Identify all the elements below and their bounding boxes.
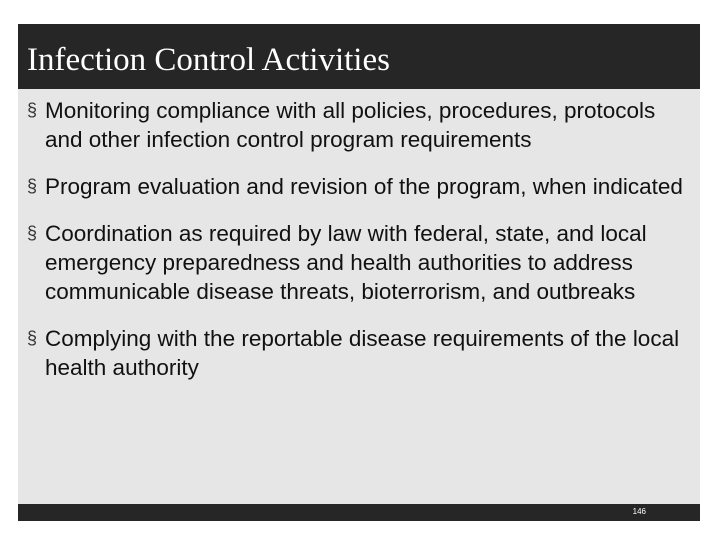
bullet-text: Monitoring compliance with all policies, procedures, protocols and other infection control program requirements	[45, 98, 656, 152]
bullet-item	[18, 96, 700, 154]
bullet-text: Program evaluation and revision of the program, when indicated	[45, 174, 683, 199]
slide	[18, 24, 700, 521]
bullet-text: Coordination as required by law with federal, state, and local emergency preparedness and health authorities to address communicable disease threats, bioterrorism, and outbreaks	[45, 221, 647, 304]
bullet-square-icon: §	[27, 176, 38, 196]
bullet-item	[18, 324, 700, 382]
bullet-square-icon: §	[27, 100, 38, 120]
page-number: 146	[632, 507, 646, 516]
bullet-square-icon: §	[27, 223, 38, 243]
bullet-item	[18, 172, 700, 201]
title-bar	[18, 24, 700, 89]
footer-bar	[18, 504, 700, 521]
bullet-square-icon: §	[27, 328, 38, 348]
bullet-list	[18, 96, 700, 400]
bullet-text: Complying with the reportable disease requirements of the local health authority	[45, 326, 680, 380]
bullet-item	[18, 219, 700, 306]
slide-title: Infection Control Activities	[27, 42, 390, 78]
